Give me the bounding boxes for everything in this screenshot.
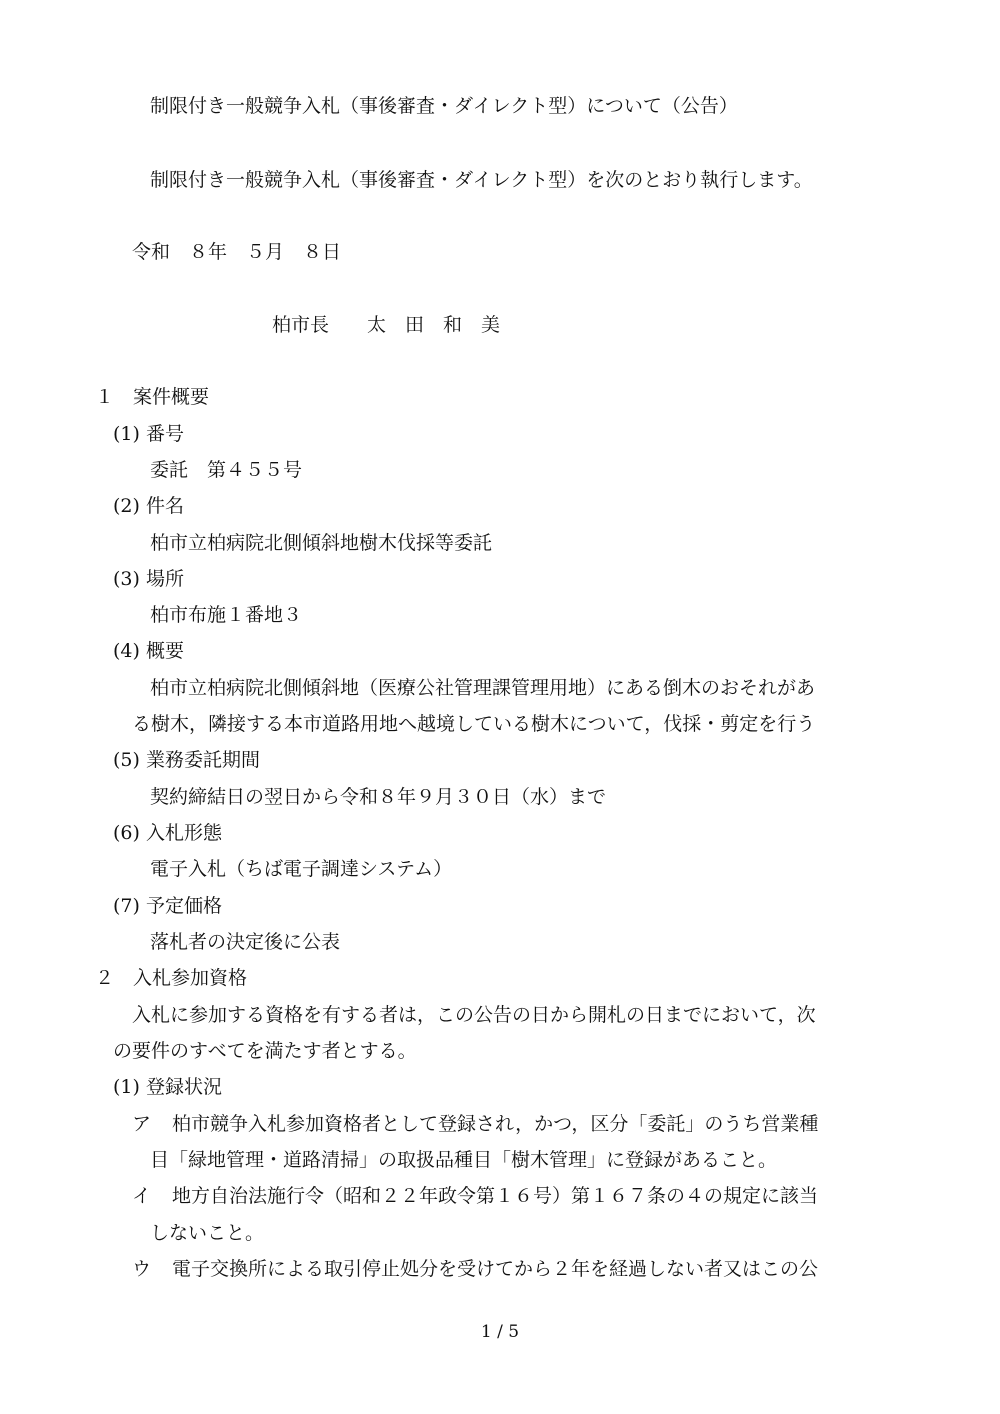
item-label: (3) 場所: [113, 568, 184, 590]
item-label: (1) 番号: [113, 423, 184, 445]
section-1-heading: １ 案件概要: [95, 386, 210, 408]
paragraph-line: 入札に参加する資格を有する者は，この公告の日から開札の日までにおいて，次: [132, 1004, 816, 1026]
item-label: (6) 入札形態: [113, 822, 222, 844]
item-text: る樹木，隣接する本市道路用地へ越境している樹木について，伐採・剪定を行う: [132, 713, 816, 735]
document-title: 制限付き一般競争入札（事後審査・ダイレクト型）について（公告）: [150, 95, 738, 117]
notice-date: 令和 ８年 ５月 ８日: [132, 241, 342, 263]
point-text: 目「緑地管理・道路清掃」の取扱品種目「樹木管理」に登録があること。: [150, 1149, 778, 1171]
paragraph-line: の要件のすべてを満たす者とする。: [113, 1040, 417, 1062]
issuer-name: 柏市長 太 田 和 美: [272, 314, 501, 336]
intro-text: 制限付き一般競争入札（事後審査・ダイレクト型）を次のとおり執行します。: [150, 169, 813, 191]
item-text: 落札者の決定後に公表: [150, 931, 341, 953]
point-text: しないこと。: [150, 1222, 265, 1244]
item-text: 契約締結日の翌日から令和８年９月３０日（水）まで: [150, 786, 607, 808]
item-text: 柏市布施１番地３: [150, 604, 303, 626]
sub-heading: (1) 登録状況: [113, 1076, 222, 1098]
item-label: (4) 概要: [113, 640, 184, 662]
item-label: (5) 業務委託期間: [113, 749, 260, 771]
page-number: 1 / 5: [480, 1322, 520, 1342]
point-text: 柏市競争入札参加資格者として登録され，かつ，区分「委託」のうち営業種: [172, 1113, 819, 1135]
point-text: 電子交換所による取引停止処分を受けてから２年を経過しない者又はこの公: [172, 1258, 819, 1280]
item-text: 柏市立柏病院北側傾斜地樹木伐採等委託: [150, 532, 493, 554]
item-text: 電子入札（ちば電子調達システム）: [150, 858, 453, 880]
item-text: 委託 第４５５号: [150, 459, 303, 481]
item-text: 柏市立柏病院北側傾斜地（医療公社管理課管理用地）にある倒木のおそれがあ: [150, 677, 816, 699]
item-label: (2) 件名: [113, 495, 184, 517]
section-2-heading: ２ 入札参加資格: [95, 967, 248, 989]
point-mark: ア: [132, 1113, 152, 1135]
point-mark: ウ: [132, 1258, 152, 1280]
item-label: (7) 予定価格: [113, 895, 222, 917]
point-mark: イ: [132, 1185, 152, 1207]
point-text: 地方自治法施行令（昭和２２年政令第１６号）第１６７条の４の規定に該当: [172, 1185, 819, 1207]
